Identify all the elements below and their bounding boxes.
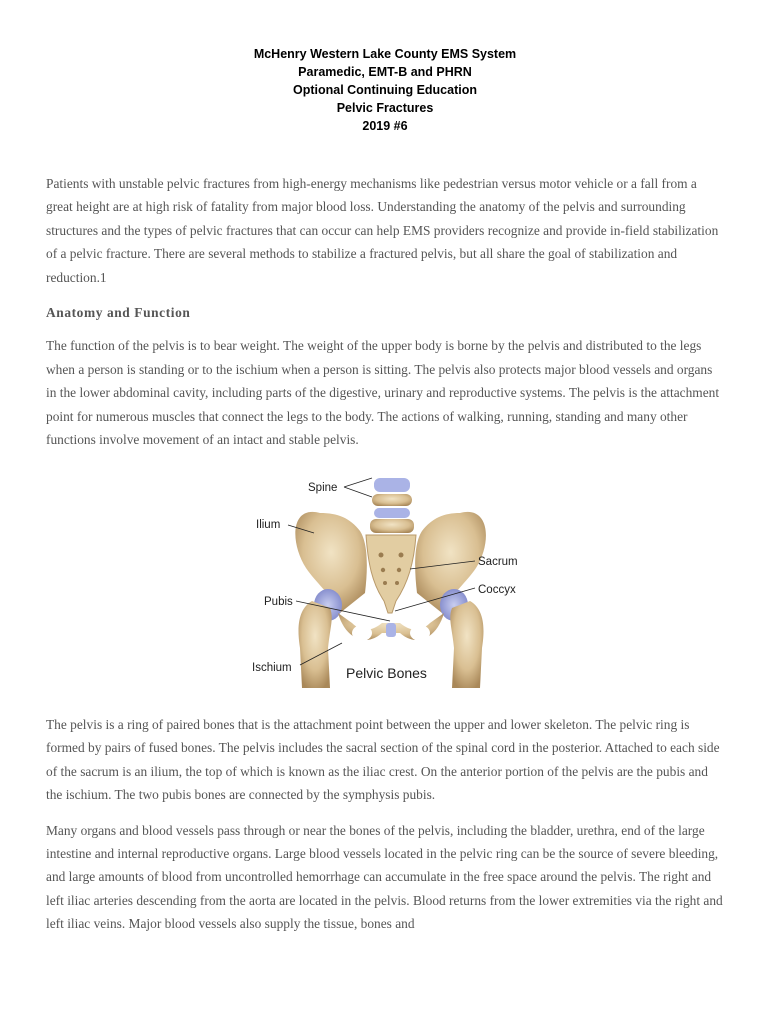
left-obturator: [352, 625, 372, 641]
header-course-type: Optional Continuing Education: [292, 83, 477, 97]
label-spine: Spine: [308, 482, 338, 494]
section-heading: Anatomy and Function: [46, 305, 191, 321]
document-header: [0, 45, 770, 135]
right-obturator: [410, 625, 430, 641]
label-ilium: Ilium: [256, 519, 281, 531]
function-paragraph: The function of the pelvis is to bear weight. The weight of the upper body is borne by the pelvis and distributed to the legs when a person is standing or to the ischium when a person is sitting. The pelvis also protects major blood vessels and organs in the lower abdominal cavity, including parts of the digestive, urinary and reproductive systems. The pelvis is the attachment point for numerous muscles that connect the legs to the body. The actions of walking, running, standing and many other functions involve movement of an intact and stable pelvis.: [46, 338, 720, 448]
pelvic-bones-figure: [250, 473, 530, 688]
figure-title: Pelvic Bones: [346, 665, 427, 681]
anatomy-section: [46, 713, 726, 948]
spine-vertebrae: [370, 478, 414, 533]
intro-paragraph: Patients with unstable pelvic fractures from high-energy mechanisms like pedestrian versus motor vehicle or a fall from a great height are at high risk of fatality from major blood loss. Understanding the anatomy of the pelvis and surrounding structures and the types of pelvic fractures that can occur can help EMS providers recognize and provide in-field stabilization of a pelvic fracture. There are several methods to stabilize a fractured pelvis, but all share the goal of stabilization and reduction.1: [46, 176, 719, 285]
header-audience: Paramedic, EMT-B and PHRN: [298, 65, 472, 79]
right-femur: [450, 601, 483, 688]
header-issue: 2019 #6: [362, 119, 408, 133]
header-topic: Pelvic Fractures: [336, 101, 434, 115]
label-sacrum: Sacrum: [478, 556, 518, 568]
header-system-name: McHenry Western Lake County EMS System: [253, 47, 517, 61]
ring-paragraph: The pelvis is a ring of paired bones that is the attachment point between the upper and lower skeleton. The pelvic ring is formed by pairs of fused bones. The pelvis includes the sacral section of the spinal cord in the posterior. Attached to each side of the sacrum is an ilium, the top of which is known as the iliac crest. On the anterior portion of the pelvis are the pubis and the ischium. The two pubis bones are connected by the symphysis pubis.: [46, 717, 720, 803]
pubic-symphysis: [386, 623, 396, 637]
label-pubis: Pubis: [264, 596, 293, 608]
label-coccyx: Coccyx: [478, 584, 516, 596]
left-femur: [299, 601, 332, 688]
intro-section: [46, 172, 726, 463]
sacrum: [366, 535, 416, 613]
pelvis-illustration: [250, 473, 530, 688]
label-ischium: Ischium: [252, 662, 292, 674]
organs-paragraph: Many organs and blood vessels pass through or near the bones of the pelvis, including the bladder, urethra, end of the large intestine and internal reproductive organs. Large blood vessels located in the pelvic ring can be the source of severe bleeding, and large amounts of blood from uncontrolled hemorrhage can accumulate in the free space around the pelvis. The right and left iliac arteries descending from the aorta are located in the pelvis. Blood returns from the lower extremities via the right and left iliac veins. Major blood vessels also supply the tissue, bones and: [46, 822, 723, 932]
